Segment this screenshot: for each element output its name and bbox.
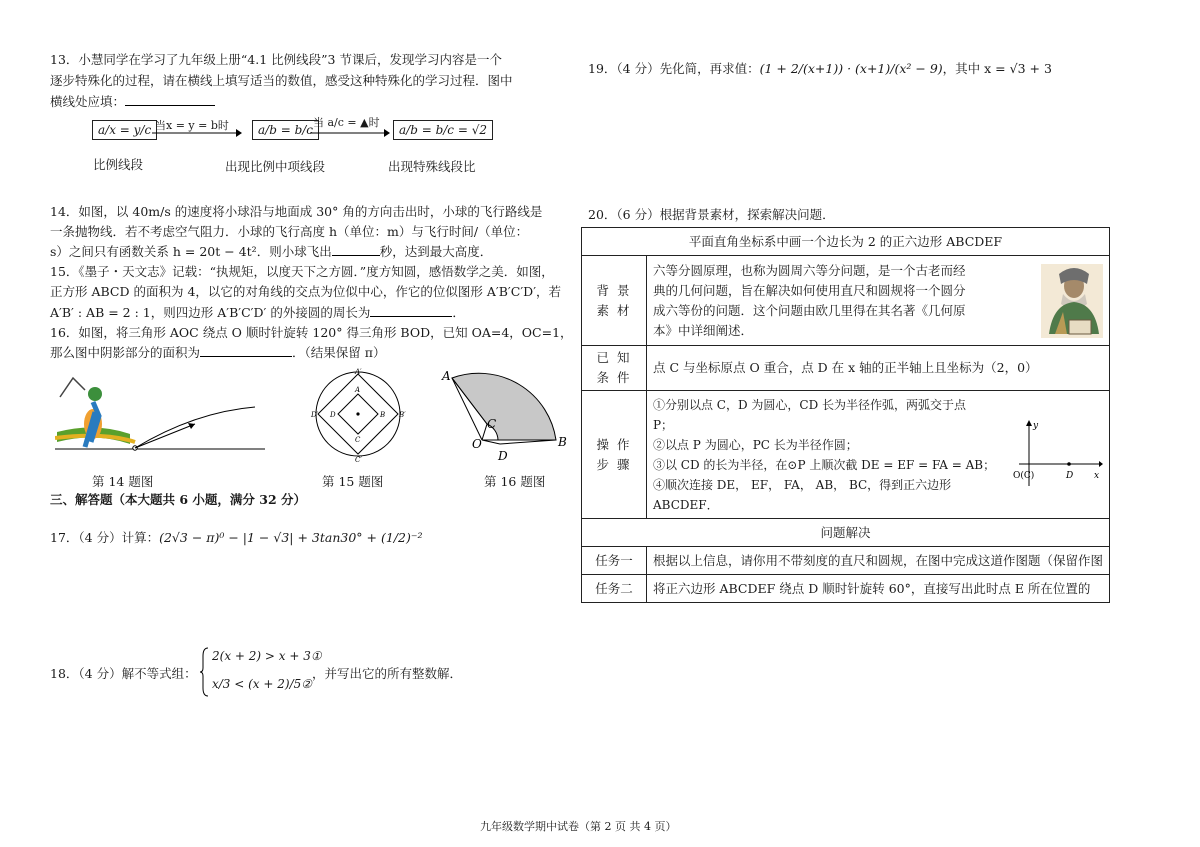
q20-background-label: 背 景 素 材 — [582, 256, 647, 346]
q18-suffix: ，并写出它的所有整数解． — [312, 666, 463, 681]
svg-text:O: O — [472, 437, 482, 451]
q17-prefix: 17．（4 分）计算： — [50, 530, 160, 545]
q13-arrow1-label: 当x = y = b时 — [155, 119, 229, 132]
q20-known-label: 已 知 条 件 — [582, 346, 647, 391]
caption-figure-16: 第 16 题图 — [484, 474, 546, 489]
svg-text:D: D — [330, 411, 336, 419]
q20-steps-text: ①分别以点 C，D 为圆心，CD 长为半径作弧，两弧交于点 P； ②以点 P 为圆心，PC 长为半径作圆； ③以 CD 的长为半径，在⊙P 上顺次截 DE = EF = FA = AB； ④顺次连接 DE， EF， FA， AB， BC，得到正六边形 ABCDEF． — [652, 397, 996, 512]
figure-14 — [55, 372, 270, 462]
q20-background-text: 六等分圆原理，也称为圆周六等分问题，是一个古老而经 典的几何问题，旨在解决如何使用直尺和圆规将一个圆分 成六等份的问题．这个问题由欧几里得在其名著《几何原 本》中详细阐述． — [652, 262, 966, 338]
q19-prefix: 19．（4 分）先化简，再求值： — [588, 61, 760, 76]
q13-label-special: 出现特殊线段比 — [388, 159, 476, 174]
q20-axis-y-label: y — [1033, 420, 1039, 431]
q13-line3 — [50, 92, 215, 112]
q19 — [588, 59, 1052, 79]
q13-line2: 逐步特殊化的过程，请在横线上填写适当的数值，感受这种特殊化的学习过程．图中 — [50, 73, 513, 88]
svg-text:D: D — [498, 449, 508, 463]
q20-task2-text: 将正六边形 ABCDEF 绕点 D 顺时针旋转 60°，直接写出此时点 E 所在位置的 — [646, 575, 1109, 603]
q13-prompt: 横线处应填： — [50, 94, 126, 109]
q15-line2: 正方形 ABCD 的面积为 4，以它的对角线的交点为位似中心，作它的位似图形 A′B′C′D′，若 — [50, 284, 562, 299]
q20-steps-label: 操 作 步 骤 — [582, 391, 647, 519]
q13-box-mean: a/b = b/c — [252, 120, 319, 140]
q18-inequality-1: 2(x + 2) > x + 3① — [212, 649, 322, 663]
q19-suffix: ，其中 x = √3 + 3 — [942, 61, 1052, 76]
svg-text:D′: D′ — [311, 411, 319, 419]
q13-label-mean: 出现比例中项线段 — [225, 159, 326, 174]
section-3-heading: 三、解答题（本大题共 6 小题，满分 32 分） — [50, 492, 307, 507]
q17 — [50, 528, 422, 548]
svg-text:C: C — [487, 417, 497, 431]
q20-task1-text: 根据以上信息，请你用不带刻度的直尺和圆规，在图中完成这道作图题（保留作图 — [646, 547, 1109, 575]
svg-text:B′: B′ — [399, 411, 406, 419]
q14-line3: s）之间只有函数关系 h = 20t − 4t²．则小球飞出 秒，达到最大高度． — [50, 244, 493, 259]
svg-text:C: C — [355, 436, 361, 444]
svg-text:B: B — [558, 435, 567, 449]
q13-box-special: a/b = b/c = √2 — [393, 120, 493, 140]
q14-line1: 14．如图，以 40m/s 的速度将小球沿与地面成 30° 角的方向击出时，小球的飞行路线是 — [50, 204, 543, 219]
figure-16 — [440, 368, 570, 463]
q16-answer-blank[interactable] — [200, 356, 292, 357]
q20-origin-label: O(C) — [1013, 470, 1035, 481]
svg-text:C′: C′ — [355, 456, 362, 464]
q13-arrow2-label: 当 a/c = ▲时 — [313, 116, 380, 129]
figure-15 — [310, 368, 406, 464]
q13-arrow2 — [310, 128, 390, 138]
svg-text:A: A — [442, 369, 451, 383]
svg-text:B: B — [380, 411, 386, 419]
q20-steps-cell — [646, 391, 1109, 519]
q20-task2-label: 任务二 — [582, 575, 647, 603]
q20-known-text: 点 C 与坐标原点 O 重合，点 D 在 x 轴的正半轴上且坐标为（2，0） — [646, 346, 1109, 391]
q18-brace — [200, 646, 210, 698]
q20-table-header: 平面直角坐标系中画一个边长为 2 的正六边形 ABCDEF — [582, 228, 1110, 256]
q13-box-proportion: a/x = y/c — [92, 120, 157, 140]
q14-answer-blank[interactable] — [332, 255, 380, 256]
q16-line2: 那么图中阴影部分的面积为 ．（结果保留 π） — [50, 345, 386, 360]
q20-point-d-label: D — [1066, 470, 1074, 481]
q13-label-proportion: 比例线段 — [93, 157, 144, 172]
q20-problem-header: 问题解决 — [582, 519, 1110, 547]
q16-line1: 16．如图，将三角形 AOC 绕点 O 顺时针旋转 120° 得三角形 BOD，已知 OA=4，OC=1， — [50, 325, 573, 340]
svg-text:A′: A′ — [355, 368, 362, 376]
page-footer: 九年级数学期中试卷（第 2 页 共 4 页） — [480, 820, 677, 833]
euclid-portrait — [1041, 264, 1103, 338]
q18-prefix: 18．（4 分）解不等式组： — [50, 666, 197, 681]
q15-line3: A′B′ : AB = 2 : 1，则四边形 A′B′C′D′ 的外接圆的周长为 ． — [50, 305, 465, 320]
q18-inequality-2: x/3 < (x + 2)/5② — [212, 677, 313, 691]
q19-expression: (1 + 2/(x+1)) · (x+1)/(x² − 9) — [759, 61, 943, 76]
q20-task-table — [581, 227, 1110, 603]
q13-answer-blank[interactable] — [125, 105, 215, 106]
q20-title: 20．（6 分）根据背景素材，探索解决问题． — [588, 207, 835, 222]
q13-arrow1 — [152, 128, 242, 138]
q17-expression: (2√3 − π)⁰ − |1 − √3| + 3tan30° + (1/2)⁻² — [159, 530, 423, 545]
q20-background-cell — [646, 256, 1109, 346]
caption-figure-14: 第 14 题图 — [92, 474, 154, 489]
caption-figure-15: 第 15 题图 — [322, 474, 384, 489]
q15-line1: 15．《墨子・天文志》记载：“执规矩，以度天下之方圆．”度方知圆，感悟数学之美．如图， — [50, 264, 554, 279]
q13-line1: 13．小慧同学在学习了九年级上册“4.1 比例线段”3 节课后，发现学习内容是一个 — [50, 52, 502, 67]
svg-text:A: A — [355, 386, 361, 394]
q15-answer-blank[interactable] — [370, 316, 452, 317]
q20-axis-x-label: x — [1094, 470, 1100, 481]
q14-line2: 一条抛物线．若不考虑空气阻力．小球的飞行高度 h（单位：m）与飞行时间/（单位： — [50, 224, 529, 239]
q20-coordinate-axes — [1011, 420, 1103, 490]
q20-task1-label: 任务一 — [582, 547, 647, 575]
